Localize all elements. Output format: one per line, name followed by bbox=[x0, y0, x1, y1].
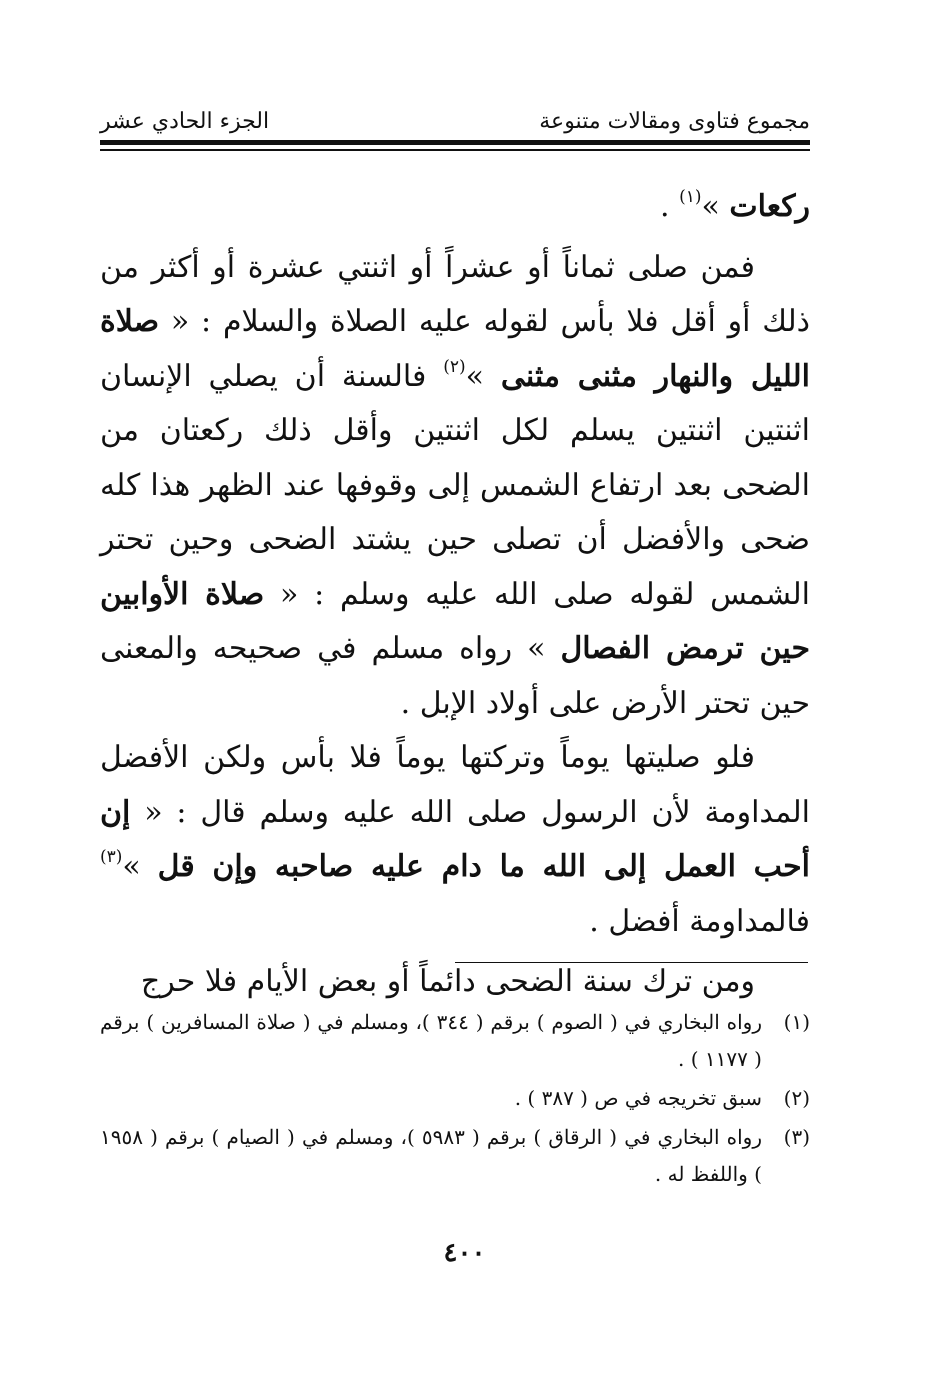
paragraph-2: فمن صلى ثماناً أو عشراً أو اثنتي عشرة أو أكثر من ذلك أو أقل فلا بأس لقوله عليه الصلاة والسلام : « صلاة الليل والنهار مثنى مثنى »$^{(٢)}$ فالسنة أن يصلي الإنسان اثنتين اثنتين يسلم لكل اثنتين وأقل ذلك ركعتان من الضحى بعد ارتفاع الشمس إلى وقوفها عند الظهر هذا كله ضحى والأفضل أن تصلى حين يشتد الضحى وحين تحتر الشمس لقوله صلى الله عليه وسلم : « صلاة الأوابين حين ترمض الفصال » رواه مسلم في صحيحه والمعنى حين تحتر الأرض على أولاد الإبل . bbox=[100, 249, 811, 721]
footnote-text: رواه البخاري في ( الصوم ) برقم ( ٣٤٤ )، ومسلم في ( صلاة المسافرين ) برقم ( ١١٧٧ ) . bbox=[100, 1010, 762, 1071]
bold-quote: ركعات bbox=[729, 189, 810, 224]
page-number: ٤٠٠ bbox=[443, 1238, 486, 1268]
footnote-text: سبق تخريجه في ص ( ٣٨٧ ) . bbox=[514, 1086, 762, 1110]
paragraph-3: فلو صليتها يوماً وتركتها يوماً فلا بأس ولكن الأفضل المداومة لأن الرسول صلى الله عليه وسلم قال : « إن أحب العمل إلى الله ما دام عليه صاحبه وإن قل »$^{(٣)}$ فالمداومة أفضل . bbox=[100, 740, 811, 939]
footnote-number: (٣) bbox=[783, 1125, 810, 1149]
footnote-number: (١) bbox=[783, 1010, 810, 1034]
footnote-text: رواه البخاري في ( الرقاق ) برقم ( ٥٩٨٣ )، ومسلم في ( الصيام ) برقم ( ١٩٥٨ ) واللفظ له . bbox=[100, 1125, 762, 1186]
hadith-quote: صلاة الليل والنهار مثنى مثنى bbox=[100, 304, 811, 394]
header-rule-thin bbox=[100, 149, 810, 151]
footnote-item bbox=[100, 1119, 810, 1193]
footnote-number: (٢) bbox=[783, 1086, 810, 1110]
paragraph-1: ركعات »$^{(١)}$ . bbox=[659, 187, 810, 224]
hadith-quote: صلاة الأوابين حين ترمض الفصال bbox=[100, 576, 810, 666]
footnotes bbox=[100, 1004, 810, 1195]
main-text bbox=[100, 180, 810, 1010]
volume-label: الجزء الحادي عشر bbox=[100, 109, 270, 134]
footnote-separator bbox=[455, 962, 808, 963]
book-title: مجموع فتاوى ومقالات متنوعة bbox=[539, 109, 810, 134]
footnote-ref: (٣) bbox=[100, 847, 123, 867]
hadith-quote: إن أحب العمل إلى الله ما دام عليه صاحبه وإن قل bbox=[100, 794, 811, 884]
running-header bbox=[100, 100, 810, 134]
footnote-ref: (١) bbox=[679, 187, 702, 207]
footnote-item bbox=[100, 1080, 810, 1117]
footnote-ref: (٢) bbox=[443, 356, 466, 377]
paragraph-4: ومن ترك سنة الضحى دائماً أو بعض الأيام فلا حرج bbox=[140, 964, 755, 999]
header-rule-thick bbox=[100, 140, 810, 145]
footnote-item bbox=[100, 1004, 810, 1078]
